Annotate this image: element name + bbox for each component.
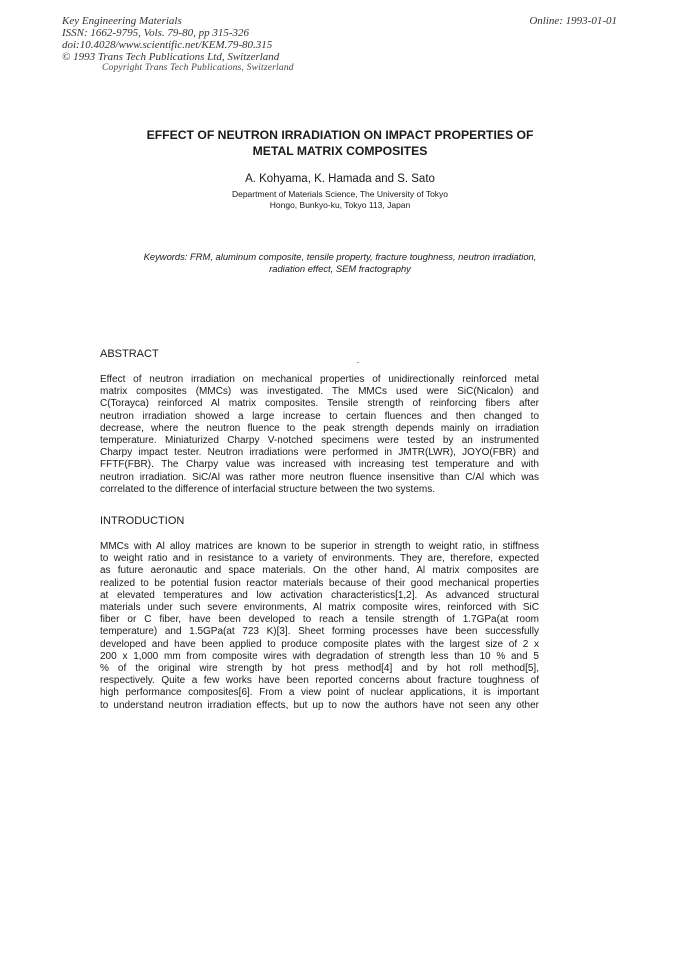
introduction-line: developed and have been applied to produce composite plates with the largest size of 2 x (100, 638, 539, 650)
faded-copyright-line: Copyright Trans Tech Publications, Switzerland (102, 63, 294, 73)
keywords-line-1: Keywords: FRM, aluminum composite, tensile property, fracture toughness, neutron irradiation, (143, 251, 537, 262)
copyright-line: © 1993 Trans Tech Publications Ltd, Switzerland (62, 51, 280, 63)
abstract-line: matrix composites (MMCs) was investigated. The MMCs used were SiC(Nicalon) and (100, 386, 539, 398)
introduction-line: to weight ratio and in resistance to a variety of environments. They are, therefore, expected (100, 553, 539, 565)
introduction-line: % of the original wire strength by hot press method[4] and by hot roll method[5], (100, 663, 539, 675)
abstract-line: temperature. Miniaturized Charpy V-notched specimens were tested by an instrumented (100, 435, 539, 447)
introduction-line: at elevated temperatures and low activation characteristics[1,2]. As advanced structural (100, 589, 539, 601)
abstract-line: neutron irradiation. SiC/Al was rather more neutron fluence insensitive than C/Al which was (100, 471, 539, 483)
abstract-line: Effect of neutron irradiation on mechanical properties of unidirectionally reinforced metal (100, 374, 539, 385)
doi-line: doi:10.4028/www.scientific.net/KEM.79-80.315 (62, 39, 273, 51)
affiliation-line-1: Department of Materials Science, The University of Tokyo (231, 189, 449, 199)
introduction-line: to understand neutron irradiation effects, but up to now the authors have not seen any other (100, 699, 539, 711)
online-date: Online: 1993-01-01 (529, 15, 617, 27)
abstract-line: Charpy impact tester. Neutron irradiations were performed in JMTR(LWR), JOYO(FBR) and (100, 447, 539, 459)
keywords (105, 251, 575, 274)
abstract-line: correlated to the difference of interfacial structure between the two systems. (100, 483, 435, 495)
keywords-line-2: radiation effect, SEM fractography (269, 262, 411, 274)
journal-name: Key Engineering Materials (62, 15, 182, 27)
introduction-body (100, 541, 539, 712)
affiliation (90, 189, 590, 211)
introduction-line: temperature) and 1.5GPa(at 723 K)[3]. Sheet forming processes have been successfully (100, 626, 539, 638)
introduction-line: as future aeronautic and space materials. On the other hand, Al matrix composites are (100, 565, 539, 577)
publication-header (62, 15, 617, 73)
title-line-2: METAL MATRIX COMPOSITES (252, 144, 428, 158)
affiliation-line-2: Hongo, Bunkyo-ku, Tokyo 113, Japan (269, 200, 411, 210)
title-line-1: EFFECT OF NEUTRON IRRADIATION ON IMPACT PROPERTIES OF (146, 128, 534, 142)
abstract-line: FFTF(FBR). The Charpy value was increased with increasing test temperature and with (100, 459, 539, 471)
introduction-heading: INTRODUCTION (100, 515, 185, 527)
introduction-line: materials under such severe environments, Al matrix composite wires, reinforced with SiC (100, 602, 539, 614)
paper-title (90, 127, 590, 159)
introduction-line: realized to be potential fusion reactor materials because of their good mechanical properties (100, 577, 539, 589)
abstract-body (100, 374, 539, 496)
scan-speck (357, 362, 359, 363)
abstract-line: decrease, where the neutron fluence to the peak strength depends mainly on irradiation (100, 422, 539, 434)
introduction-line: 200 x 1,000 mm from composite wires with degradation of strength less than 10 % and 5 (100, 650, 539, 662)
abstract-line: C(Torayca) reinforced Al matrix composites. Tensile strength of reinforcing fibers after (100, 398, 539, 410)
introduction-line: fiber or C fiber, have been developed to reach a tensile strength of 1.7GPa(at room (100, 614, 539, 626)
introduction-line: MMCs with Al alloy matrices are known to be superior in strength to weight ratio, in stiffness (100, 541, 539, 552)
abstract-line: neutron irradiation showed a large increase to certain fluences and then changed to (100, 410, 539, 422)
introduction-line: high performance composites[6]. From a view point of nuclear applications, it is important (100, 687, 539, 699)
author-list: A. Kohyama, K. Hamada and S. Sato (245, 173, 435, 185)
issn-line: ISSN: 1662-9795, Vols. 79-80, pp 315-326 (62, 27, 249, 39)
introduction-line: respectively. Quite a few works have been reported concerns about fracture toughness of (100, 675, 539, 687)
abstract-heading: ABSTRACT (100, 348, 159, 360)
